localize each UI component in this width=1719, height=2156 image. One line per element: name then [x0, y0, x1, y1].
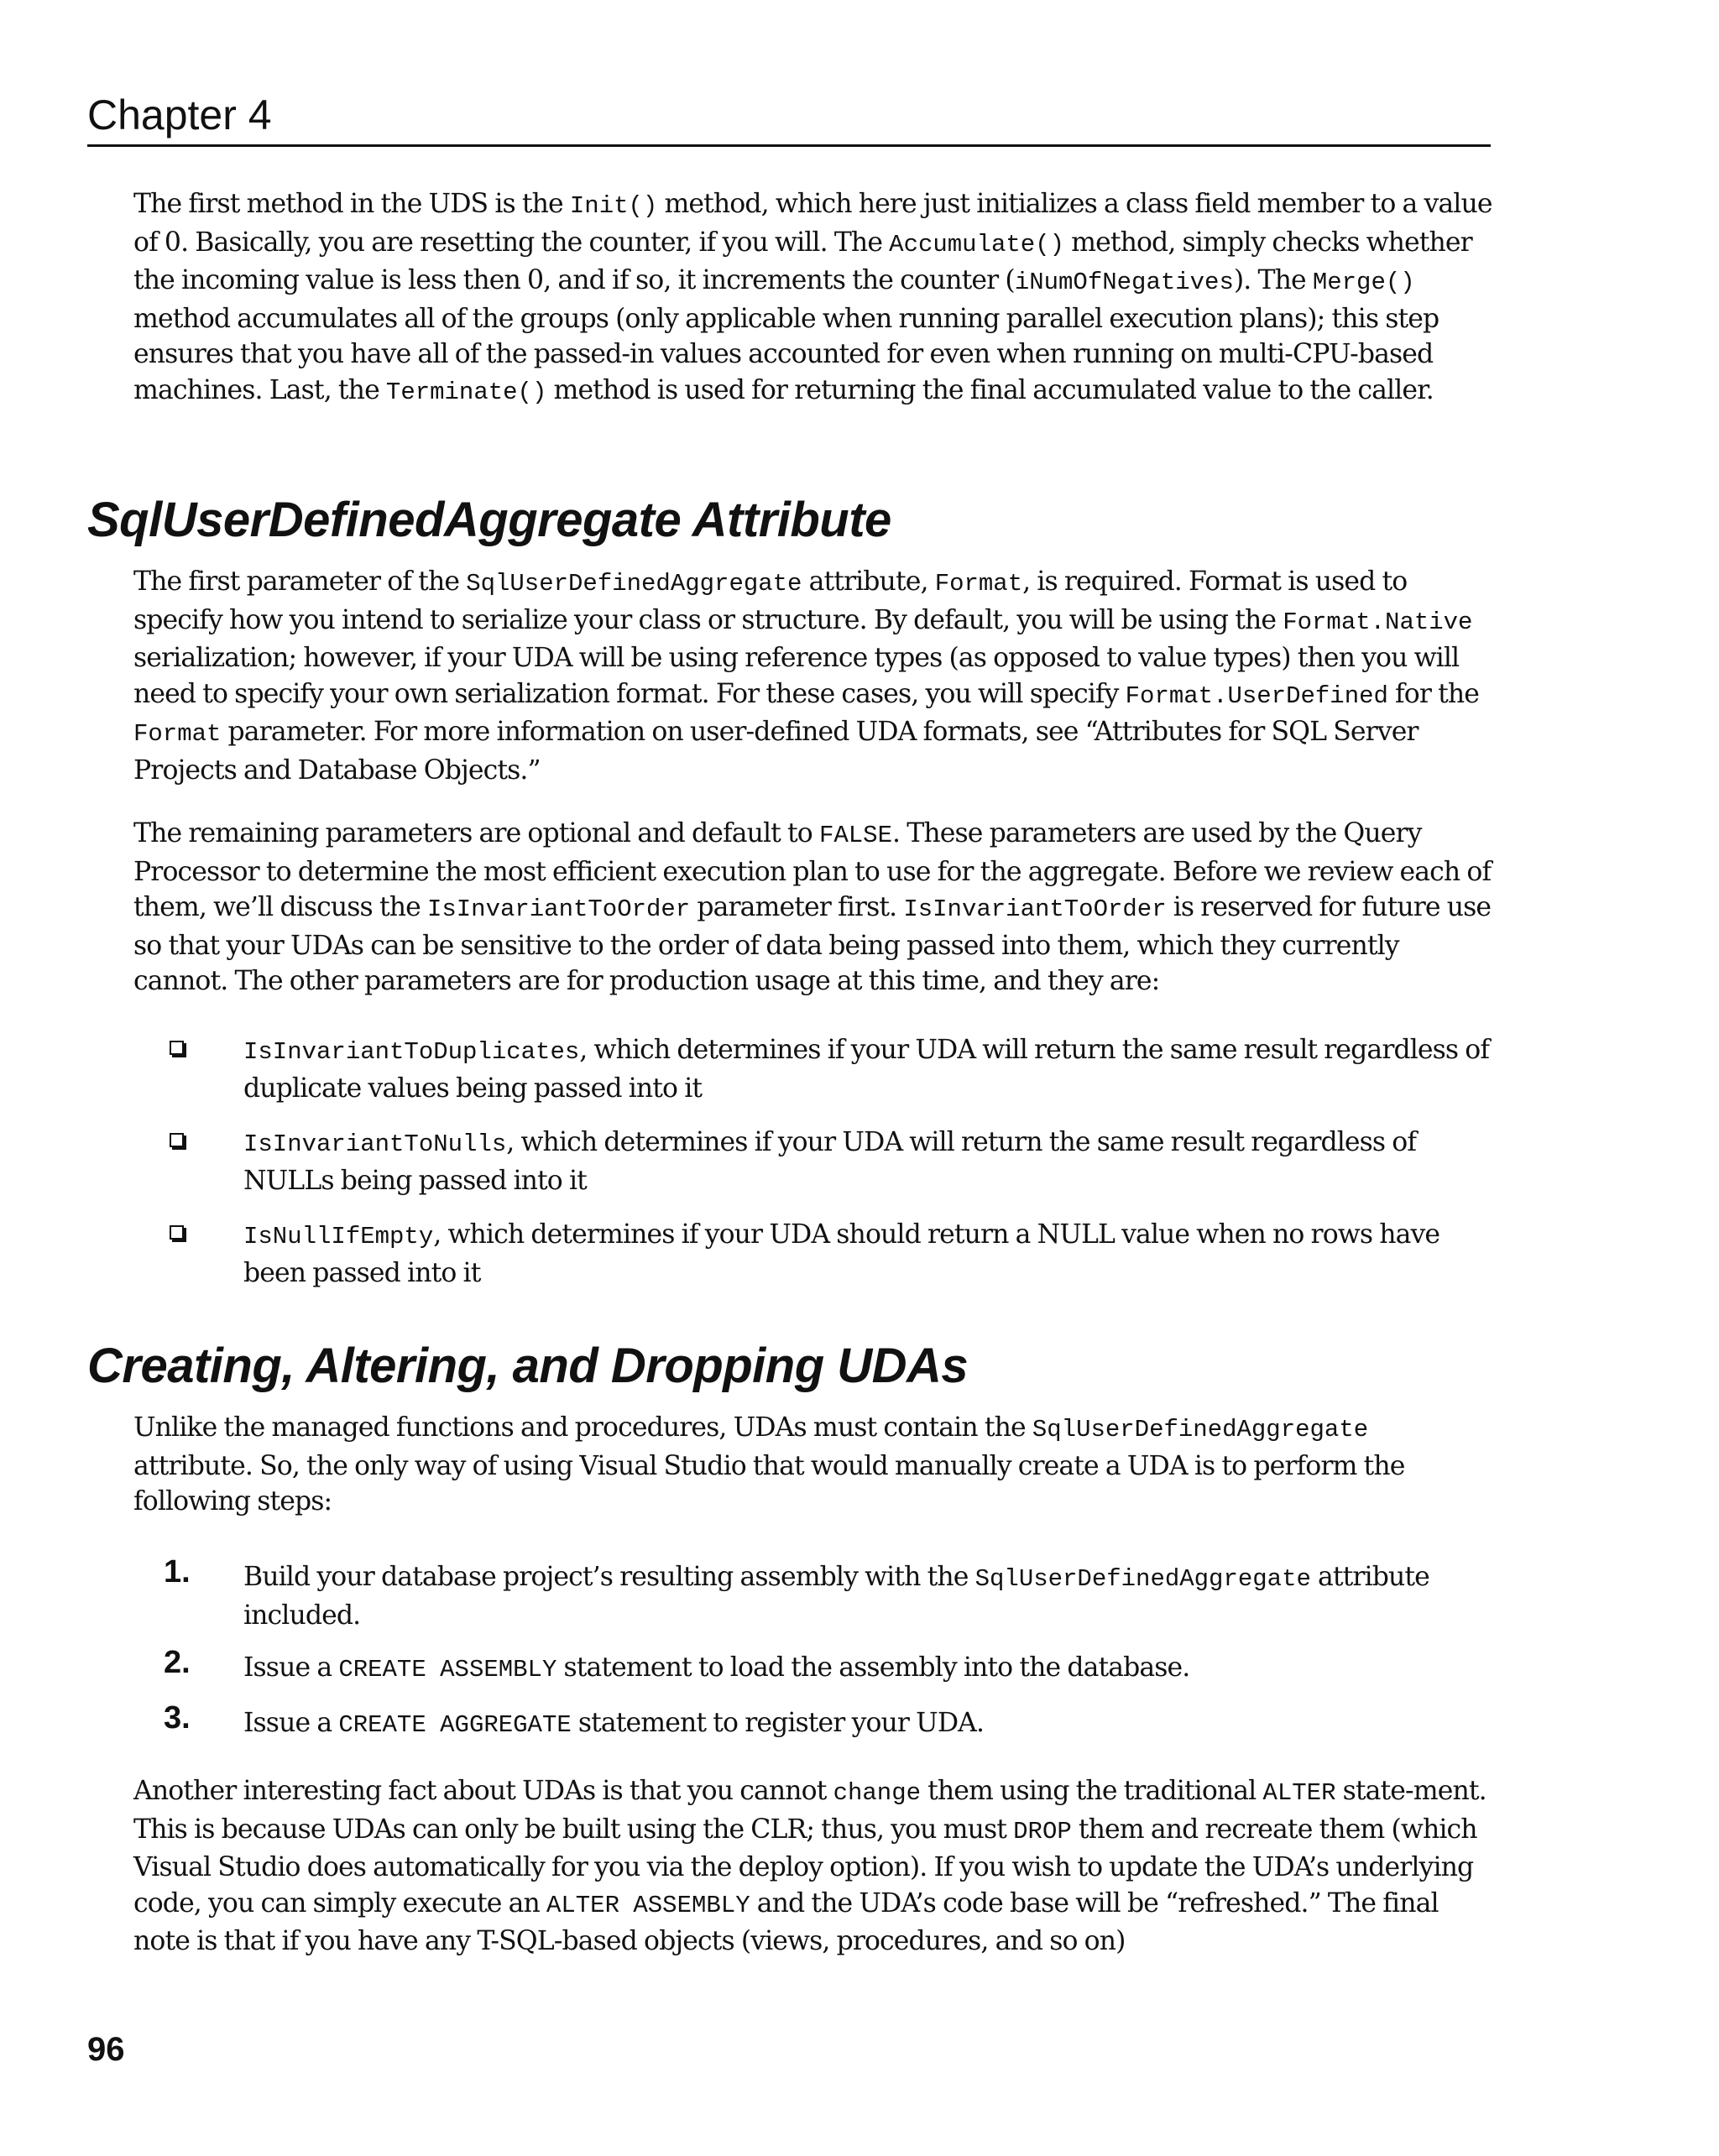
section2-paragraph-1: Unlike the managed functions and procedures, UDAs must contain the SqlUserDefinedAggregate attribute. So, the only way of using Visual Studio that would manually create a UDA is to perform the following steps:	[133, 1412, 1405, 1517]
list-item: 1. Build your database project’s resulting assembly with the SqlUserDefinedAggregate attribute included.	[164, 1554, 1429, 1631]
steps-numbered-list	[133, 1554, 1502, 1743]
list-item: IsInvariantToDuplicates, which determines if your UDA will return the same result regardless of duplicate values being passed into it	[133, 1032, 1502, 1106]
step-number: 2.	[164, 1645, 191, 1680]
chapter-header	[87, 87, 1491, 147]
inline-code: Terminate()	[385, 378, 547, 406]
step-number: 1.	[164, 1554, 191, 1590]
step-number: 3.	[164, 1699, 191, 1736]
section1-paragraph-2: The remaining parameters are optional and default to FALSE. These parameters are used by the Query Processor to determine the most efficient execution plan to use for the aggregate. Before we review each of them, we’ll discuss the IsInvariantToOrder parameter first. IsInvariantToOrder is reserved for future use so that your UDAs can be sensitive to the order of data being passed into them, which they currently cannot. The other parameters are for production usage at this time, and they are:	[133, 818, 1492, 996]
parameter-bullet-list	[133, 1032, 1502, 1291]
list-item: IsNullIfEmpty, which determines if your UDA should return a NULL value when no rows have been passed into it	[133, 1217, 1502, 1291]
inline-code: Accumulate()	[889, 230, 1065, 258]
page-number: 96	[87, 2031, 125, 2068]
list-item: IsInvariantToNulls, which determines if your UDA will return the same result regardless of NULLs being passed into it	[133, 1125, 1502, 1198]
section-heading: Creating, Altering, and Dropping UDAs	[87, 1339, 969, 1393]
list-item: 2. Issue a CREATE ASSEMBLY statement to load the assembly into the database.	[164, 1645, 1190, 1684]
checkbox-bullet-icon	[170, 1133, 184, 1147]
section2-paragraph-2: Another interesting fact about UDAs is that you cannot change them using the traditional ALTER state-ment. This is because UDAs can only be built using the CLR; thus, you must DROP them and recreate them (which Visual Studio does automatically for you via the deploy option). If you wish to update the UDA’s underlying code, you can simply execute an ALTER ASSEMBLY and the UDA’s code base will be “refreshed.” The final note is that if you have any T-SQL-based objects (views, procedures, and so on)	[133, 1776, 1486, 1956]
intro-paragraph: The first method in the UDS is the Init() method, which here just initializes a class field member to a value of 0. Basically, you are resetting the counter, if you will. The Accumulate() method, simply checks whether the incoming value is less then 0, and if so, it increments the counter (iNumOfNegatives). The Merge() method accumulates all of the groups (only applicable when running parallel execution plans); this step ensures that you have all of the passed-in values accounted for even when running on multi-CPU-based machines. Last, the Terminate() method is used for returning the final accumulated value to the caller.	[133, 189, 1492, 406]
checkbox-bullet-icon	[170, 1041, 184, 1055]
checkbox-bullet-icon	[170, 1225, 184, 1240]
section-heading: SqlUserDefinedAggregate Attribute	[87, 493, 891, 547]
section1-paragraph-1: The first parameter of the SqlUserDefinedAggregate attribute, Format, is required. Format is used to specify how you intend to serialize your class or structure. By default, you will be using the Format.Native serialization; however, if your UDA will be using reference types (as opposed to value types) then you will need to specify your own serialization format. For these cases, you will specify Format.UserDefined for the Format parameter. For more information on user-defined UDA formats, see “Attributes for SQL Server Projects and Database Objects.”	[133, 566, 1480, 786]
inline-code: iNumOfNegatives	[1014, 269, 1234, 296]
chapter-title: Chapter 4	[87, 91, 272, 138]
inline-code: Merge()	[1312, 269, 1415, 296]
inline-code: Init()	[569, 192, 658, 220]
list-item: 3. Issue a CREATE AGGREGATE statement to register your UDA.	[164, 1699, 985, 1739]
